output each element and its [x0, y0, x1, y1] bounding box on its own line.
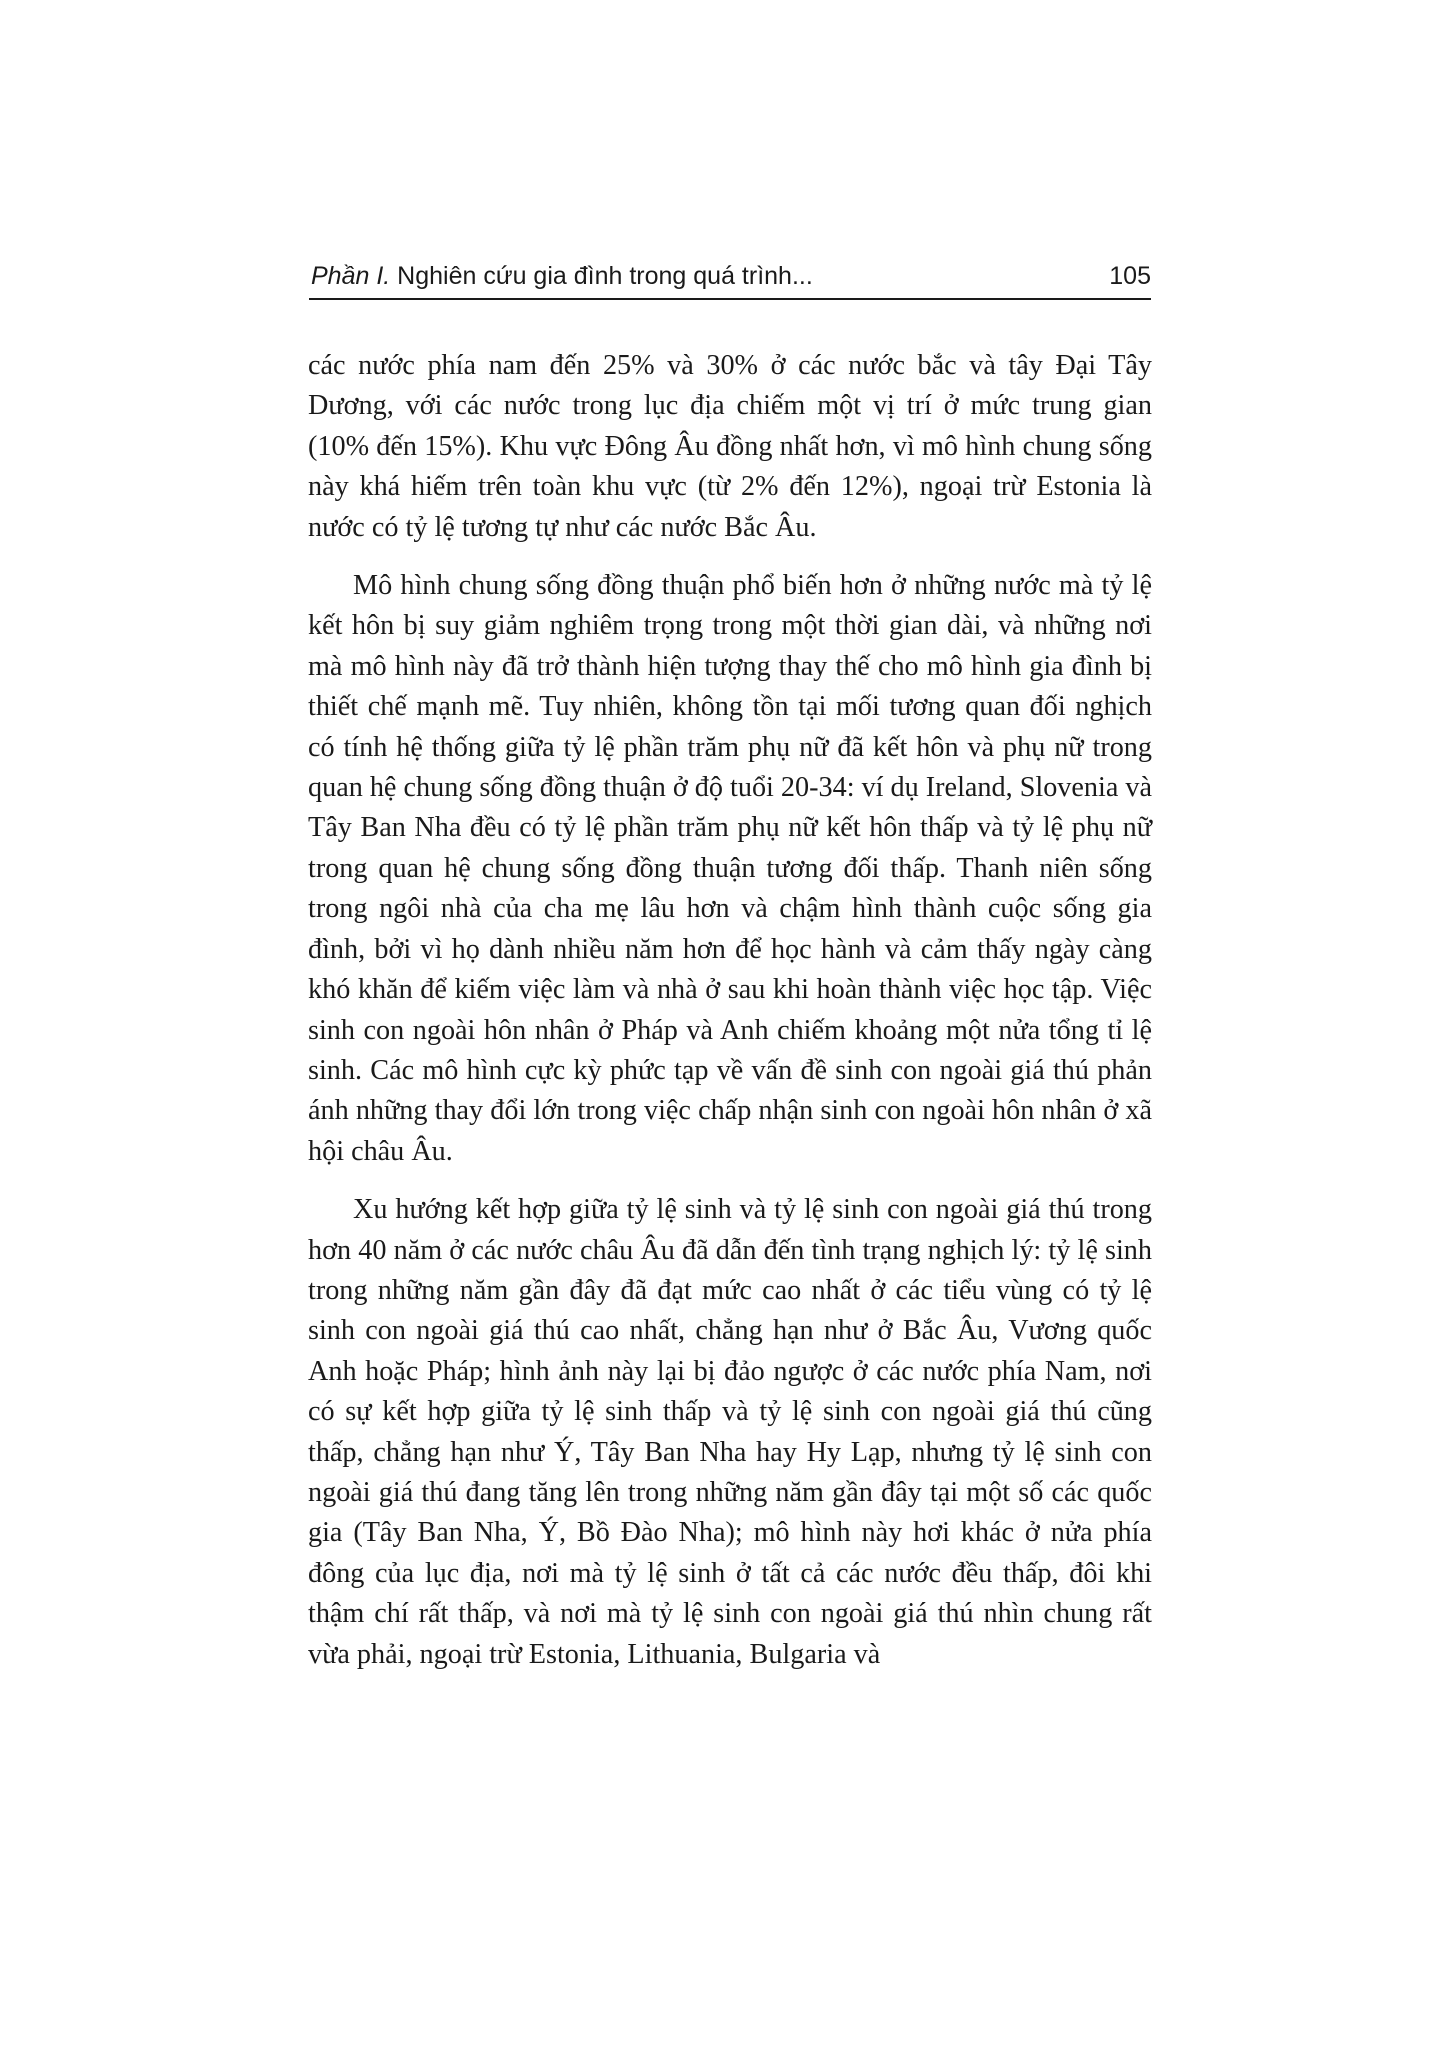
paragraph: Xu hướng kết hợp giữa tỷ lệ sinh và tỷ lệ sinh con ngoài giá thú trong hơn 40 năm ở các nước châu Âu đã dẫn đến tình trạng nghịch lý: tỷ lệ sinh trong những năm gần đây đã đạt mức cao nhất ở các tiểu vùng có tỷ lệ sinh con ngoài giá thú cao nhất, chẳng hạn như ở Bắc Âu, Vương quốc Anh hoặc Pháp; hình ảnh này lại bị đảo ngược ở các nước phía Nam, nơi có sự kết hợp giữa tỷ lệ sinh thấp và tỷ lệ sinh con ngoài giá thú cũng thấp, chẳng hạn như Ý, Tây Ban Nha hay Hy Lạp, nhưng tỷ lệ sinh con ngoài giá thú đang tăng lên trong những năm gần đây tại một số các quốc gia (Tây Ban Nha, Ý, Bồ Đào Nha); mô hình này hơi khác ở nửa phía đông của lục địa, nơi mà tỷ lệ sinh ở tất cả các nước đều thấp, đôi khi thậm chí rất thấp, và nơi mà tỷ lệ sinh con ngoài giá thú nhìn chung rất vừa phải, ngoại trừ Estonia, Lithuania, Bulgaria và [308, 1194, 1152, 1670]
body-text [308, 346, 1152, 1675]
header-title [311, 262, 813, 291]
header-part-label: Phần I. [311, 262, 391, 290]
paragraph: Mô hình chung sống đồng thuận phổ biến hơn ở những nước mà tỷ lệ kết hôn bị suy giảm nghiêm trọng trong một thời gian dài, và những nơi mà mô hình này đã trở thành hiện tượng thay thế cho mô hình gia đình bị thiết chế mạnh mẽ. Tuy nhiên, không tồn tại mối tương quan đối nghịch có tính hệ thống giữa tỷ lệ phần trăm phụ nữ đã kết hôn và phụ nữ trong quan hệ chung sống đồng thuận ở độ tuổi 20-34: ví dụ Ireland, Slovenia và Tây Ban Nha đều có tỷ lệ phần trăm phụ nữ kết hôn thấp và tỷ lệ phụ nữ trong quan hệ chung sống đồng thuận tương đối thấp. Thanh niên sống trong ngôi nhà của cha mẹ lâu hơn và chậm hình thành cuộc sống gia đình, bởi vì họ dành nhiều năm hơn để học hành và cảm thấy ngày càng khó khăn để kiếm việc làm và nhà ở sau khi hoàn thành việc học tập. Việc sinh con ngoài hôn nhân ở Pháp và Anh chiếm khoảng một nửa tổng tỉ lệ sinh. Các mô hình cực kỳ phức tạp về vấn đề sinh con ngoài giá thú phản ánh những thay đổi lớn trong việc chấp nhận sinh con ngoài hôn nhân ở xã hội châu Âu. [308, 570, 1152, 1167]
page-number: 105 [1109, 262, 1151, 290]
header-chapter-title: Nghiên cứu gia đình trong quá trình... [390, 262, 813, 290]
paragraph-continued: các nước phía nam đến 25% và 30% ở các nước bắc và tây Đại Tây Dương, với các nước trong lục địa chiếm một vị trí ở mức trung gian (10% đến 15%). Khu vực Đông Âu đồng nhất hơn, vì mô hình chung sống này khá hiếm trên toàn khu vực (từ 2% đến 12%), ngoại trừ Estonia là nước có tỷ lệ tương tự như các nước Bắc Âu. [308, 350, 1152, 543]
running-header [309, 258, 1151, 300]
